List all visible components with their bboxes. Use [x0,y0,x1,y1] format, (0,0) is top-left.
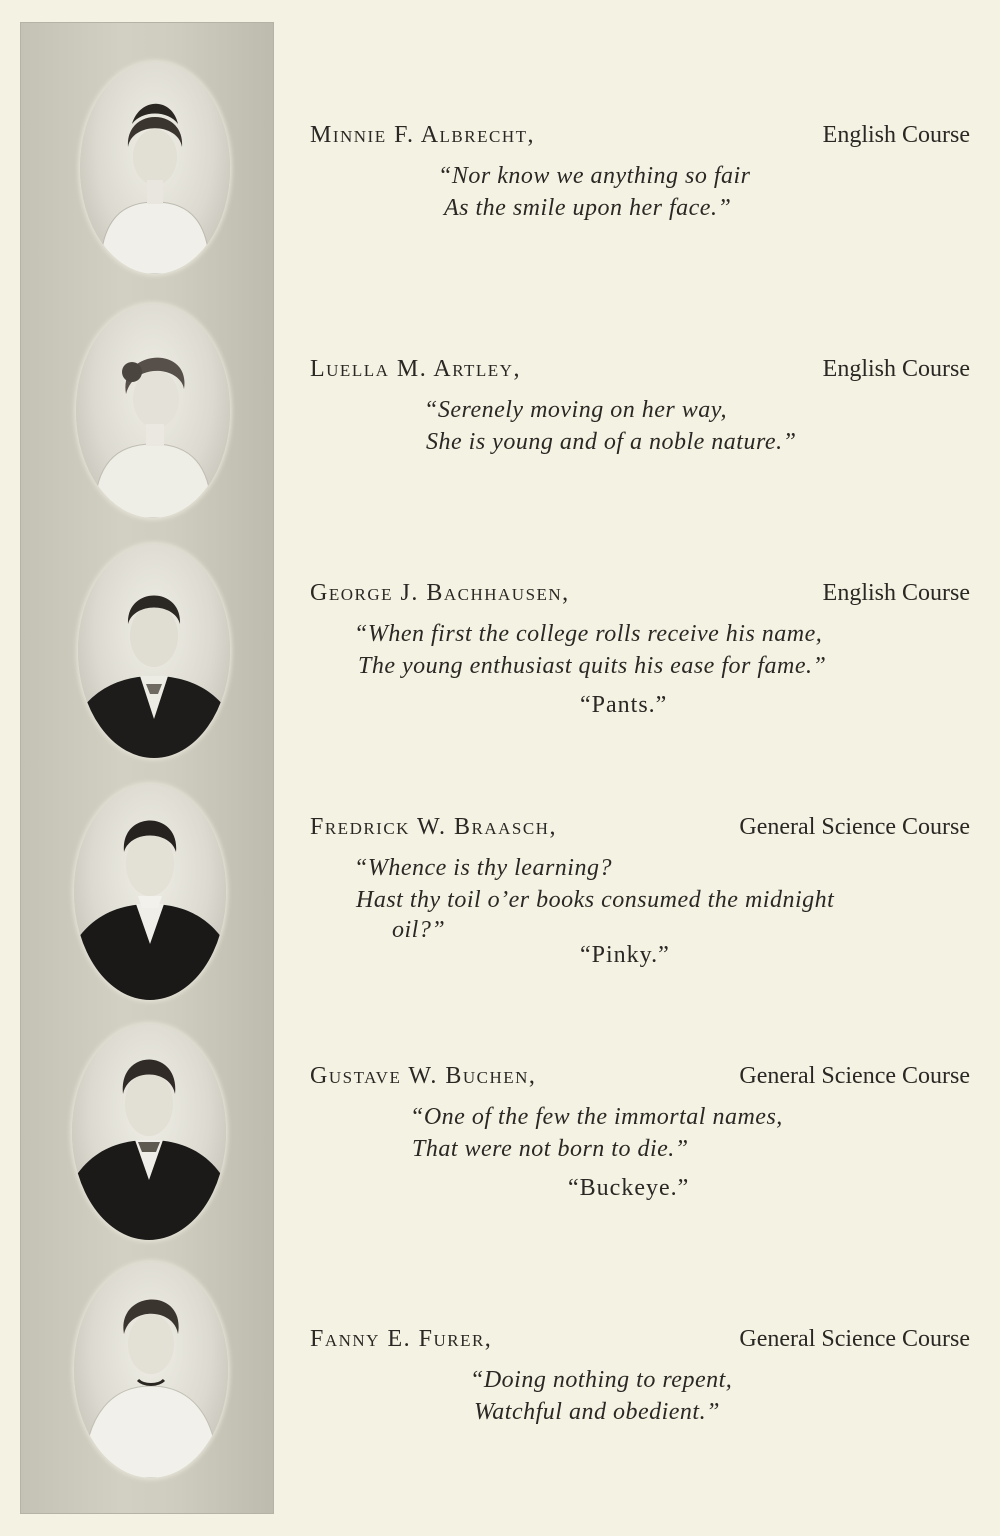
entry-braasch [310,814,970,968]
quote-line: As the smile upon her face.” [444,195,732,221]
quote-line: “Nor know we anything so fair [438,163,751,189]
nickname: “Pinky.” [580,942,670,968]
student-name: Fredrick W. Braasch, [310,814,557,840]
course-label: General Science Course [739,814,970,840]
portrait-albrecht [80,62,230,274]
quote-line: Hast thy toil o’er books consumed the midnight [356,887,835,913]
student-name: Luella M. Artley, [310,356,521,382]
portrait-braasch [74,784,226,1000]
nickname: “Buckeye.” [568,1175,690,1201]
student-name: George J. Bachhausen, [310,580,570,606]
course-label: English Course [822,122,970,148]
course-label: English Course [822,356,970,382]
student-name: Minnie F. Albrecht, [310,122,535,148]
student-name: Fanny E. Furer, [310,1326,493,1352]
entry-albrecht [310,122,970,221]
nickname: “Pants.” [580,692,668,718]
quote-line: “When first the college rolls receive his name, [354,621,823,647]
quote-line: “Whence is thy learning? [354,855,612,881]
course-label: English Course [822,580,970,606]
entry-bachhausen [310,580,970,718]
entry-furer [310,1326,970,1425]
quote-line: “Doing nothing to repent, [470,1367,733,1393]
quote-line: The young enthusiast quits his ease for fame.” [358,653,827,679]
portrait-artley [76,304,230,518]
portrait-furer [74,1262,228,1478]
course-label: General Science Course [739,1326,970,1352]
quote-line: “One of the few the immortal names, [410,1104,783,1130]
entry-artley [310,356,970,455]
quote-line: “Serenely moving on her way, [424,397,728,423]
portrait-bachhausen [78,544,230,758]
entry-buchen [310,1063,970,1201]
quote-line: That were not born to die.” [412,1136,689,1162]
quote-line: Watchful and obedient.” [474,1399,720,1425]
portrait-buchen [72,1024,226,1240]
quote-line: She is young and of a noble nature.” [426,429,797,455]
course-label: General Science Course [739,1063,970,1089]
quote-line: oil?” [392,917,446,943]
student-name: Gustave W. Buchen, [310,1063,537,1089]
